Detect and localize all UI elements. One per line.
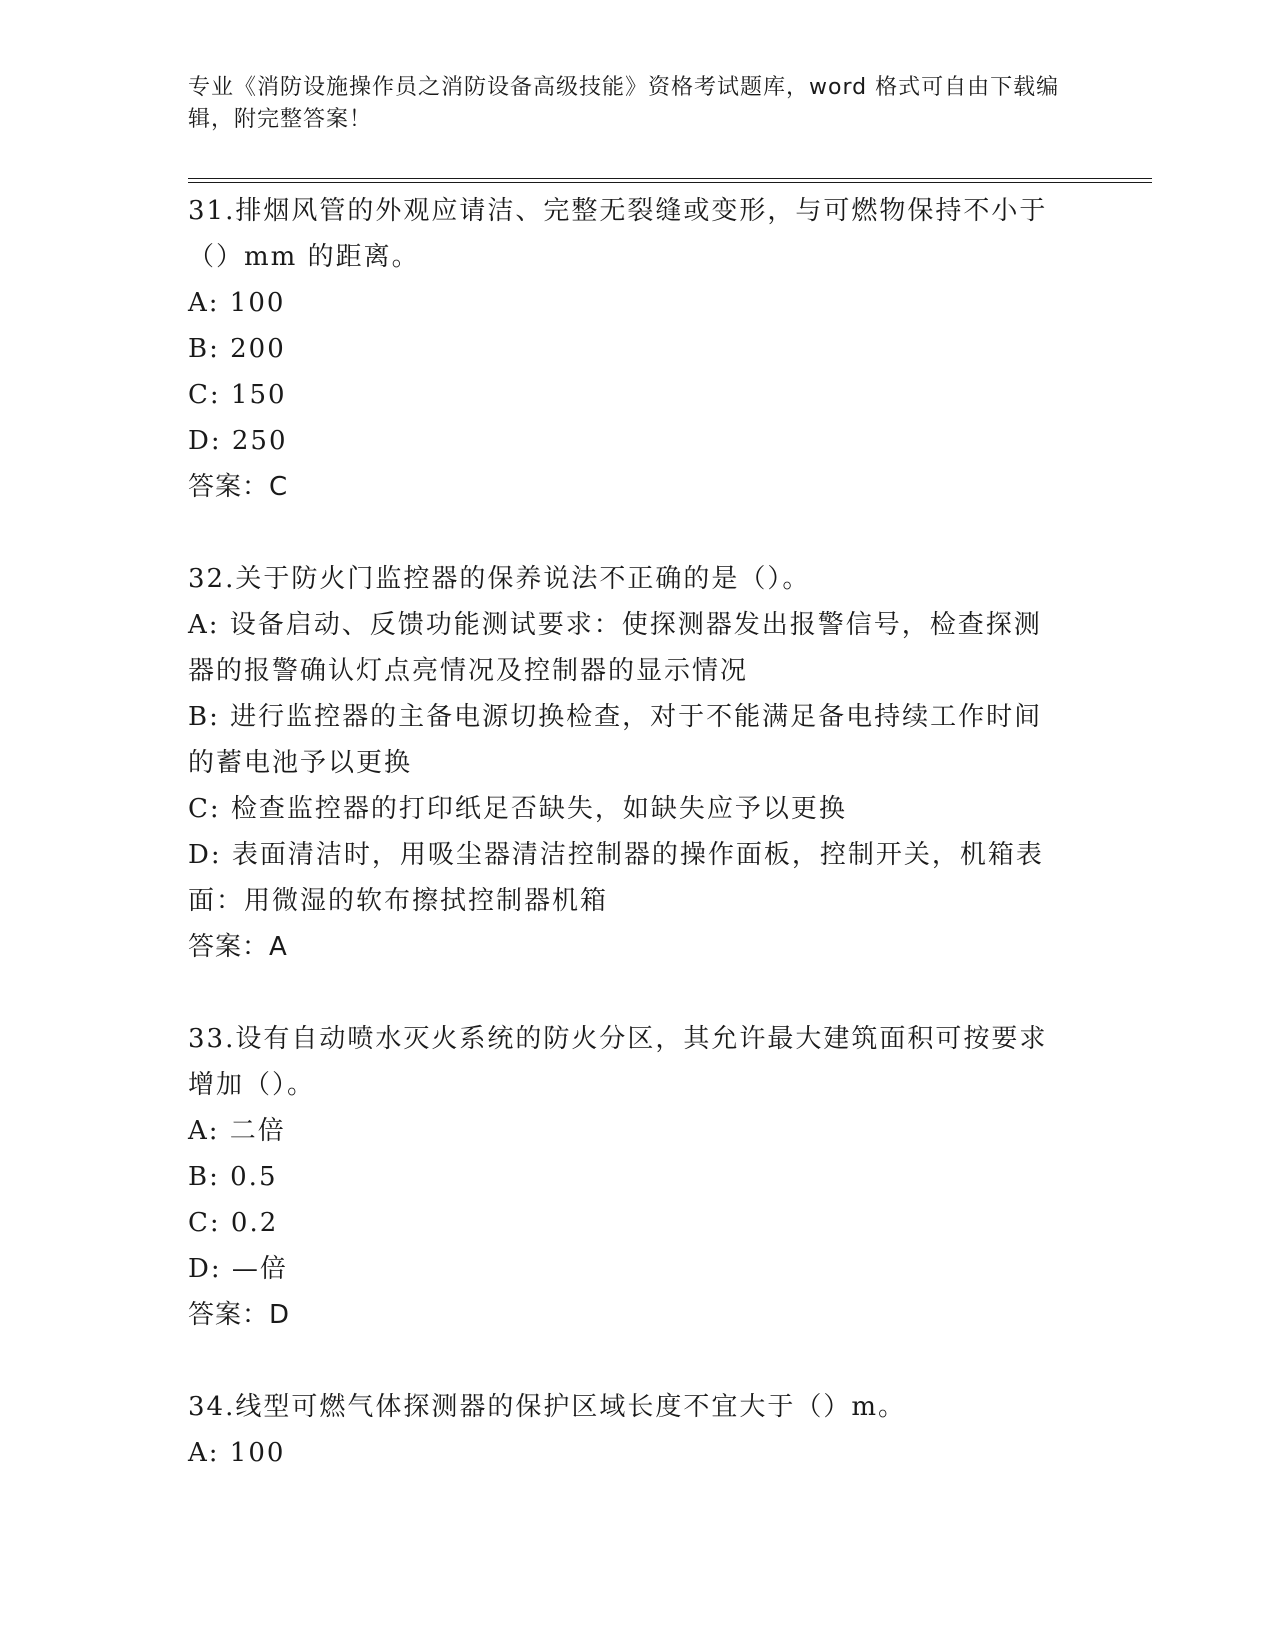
option-c: C: 150 (188, 380, 287, 410)
option-d: D: 表面清洁时，用吸尘器清洁控制器的操作面板，控制开关，机箱表面：用微湿的软布擦拭控制器机箱 (188, 840, 1044, 916)
answer: 答案：D (188, 1300, 291, 1330)
header-rule-bottom (188, 182, 1152, 183)
option-a: A: 100 (188, 288, 286, 318)
question-34 (188, 1384, 1068, 1476)
option-a: A: 二倍 (188, 1116, 286, 1146)
question-stem: 31.排烟风管的外观应请洁、完整无裂缝或变形，与可燃物保持不小于（）mm 的距离。 (188, 196, 1048, 272)
answer: 答案：A (188, 932, 288, 962)
question-list (188, 188, 1068, 1522)
option-b: B: 进行监控器的主备电源切换检查，对于不能满足备电持续工作时间的蓄电池予以更换 (188, 702, 1043, 778)
option-b: B: 0.5 (188, 1162, 278, 1192)
answer: 答案：C (188, 472, 289, 502)
option-d: D: 250 (188, 426, 288, 456)
header-rule-top (188, 178, 1152, 179)
question-32 (188, 556, 1068, 970)
question-stem: 33.设有自动喷水灭火系统的防火分区，其允许最大建筑面积可按要求增加（）。 (188, 1024, 1048, 1100)
option-c: C: 检查监控器的打印纸足否缺失，如缺失应予以更换 (188, 794, 847, 824)
option-a: A: 设备启动、反馈功能测试要求：使探测器发出报警信号，检查探测器的报警确认灯点亮情况及控制器的显示情况 (188, 610, 1042, 686)
question-33 (188, 1016, 1068, 1338)
option-c: C: 0.2 (188, 1208, 279, 1238)
option-b: B: 200 (188, 334, 286, 364)
option-d: D: —倍 (188, 1254, 288, 1284)
question-stem: 32.关于防火门监控器的保养说法不正确的是（）。 (188, 564, 811, 594)
document-header: 专业《消防设施操作员之消防设备高级技能》资格考试题库，word 格式可自由下载编辑，附完整答案！ (188, 75, 1060, 132)
question-stem: 34.线型可燃气体探测器的保护区域长度不宜大于（）m。 (188, 1392, 907, 1422)
question-31 (188, 188, 1068, 510)
option-a: A: 100 (188, 1438, 286, 1468)
